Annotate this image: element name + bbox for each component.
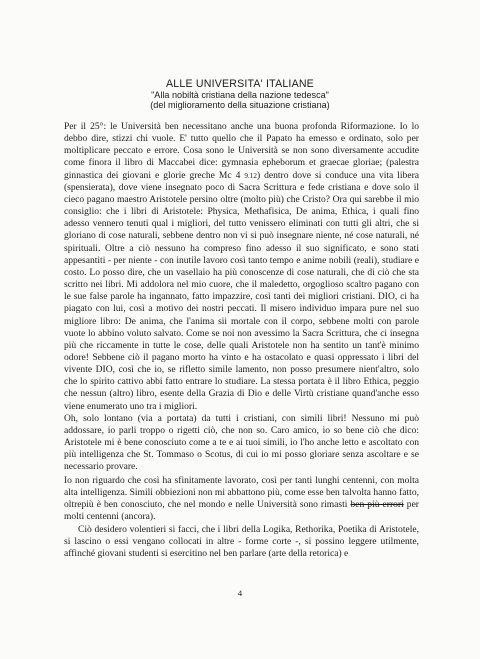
struck-text: ben più errori	[350, 498, 404, 510]
document-title: ALLE UNIVERSITA' ITALIANE	[166, 78, 314, 90]
document-body	[64, 121, 419, 561]
verse-reference: 9.12	[244, 171, 257, 180]
paragraph-1-text-a: Per il 25°: le Università ben necessitano anche una buona profonda Riformazione. Io lo debbo dire, stizzi chi vuole. E' tutto quello che il Papato ha emesso e ordinato, solo per moltiplicare peccato e errore. Cosa sono le Università se non sono diversamente accudite come finora il libro di Maccabei dice: gymnasia epheborum et graecae gloriae; (palestra ginnastica dei giovani e glorie greche Mc 4	[64, 121, 419, 181]
paragraph-4: Ciò desidero volentieri si facci, che i libri della Logika, Rethorika, Poetika di Aristotele, si lascino o essi vengano collocati in altre - forme corte -, si possino leggere utilmente, affinché giovani studenti si esercitino nel ben parlare (arte della retorica) e	[64, 524, 419, 560]
paragraph-2: Oh, solo lontano (via a portata) da tutti i cristiani, con simili libri! Nessuno mi può addossare, io parli troppo o rigetti ciò, che non so. Caro amico, io so bene ciò che dico: Aristotele mi è bene conosciuto come a te e ai tuoi simili, io l'ho anche letto e ascoltato con più intelligenza che St. Tommaso o Scotus, di cui io mi posso gloriare senza ascoltare e se necessario provare.	[64, 412, 419, 473]
document-header	[0, 78, 480, 111]
paragraph-1-text-b: ) dentro dove si conduce una vita libera (spensierata), dove viene insegnato poco di Sacra Scrittura e fede cristiana e dove solo il cieco pagano maestro Aristotele persino oltre (molto più) che Cristo? Ora qui sarebbe il mio consiglio: che i libri di Aristotele: Physica, Methafisica, De anima, Ethica, i quali fino adesso vennero tenuti qual i migliori, del tutto venissero eliminati con tutti gli altri, che si gloriano di cose naturali, sebbene dentro non vi si può insegnare niente, né cose naturali, né spirituali. Oltre a ciò nessuno ha compreso fino adesso il suo significato, e sono stati appesantiti - per niente - con inutile lavoro così tanto tempo e anime nobili (reali), studiare e costo. Lo posso dire, che un vasellaio ha più conoscenze di cose naturali, che di ciò che sta scritto nei libri. Mi addolora nel mio cuore, che il maledetto, orgoglioso scaltro pagano con le sue false parole ha ingannato, fatto impazzire, così tanti dei migliori cristiani. DIO, ci ha piagato con lui, così a motivo dei nostri peccati. Il misero individuo impara pure nel suo migliore libro: De anima, che l'anima sii mortale con il corpo, sebbene molti con parole vuote lo abbino voluto salvato. Come se noi non avessimo la Sacra Scrittura, che ci insegna più che riccamente in tutte le cose, delle quali Aristotele non ha sentito un tant'è minimo odore! Sebbene ciò il pagano morto ha vinto e ha ostacolato e quasi oppressato i libri del vivente DIO, così che io, se rifletto simile lamento, non posso presumere nient'altro, solo che lo spirito cattivo abbi fatto entrare lo studiare. La stessa portata è il libro Ethica, peggio che nessun (altro) libro, esente della Grazia di Dio e delle Virtù cristiane quand'anche esso viene enumerato uno tra i migliori.	[64, 169, 419, 412]
paragraph-3-text-a: Io non riguardo che così ha sfinitamente lavorato, così per tanti lunghi centenni, con molta alta intelligenza. Simili obbiezioni non mi abbattono più, come esse ben talvolta hanno fatto, oltrepiù è ben conosciuto, che nel mondo e nelle Università sono rimasti	[64, 474, 419, 510]
paragraph-3-text-b: per molti centenni (ancora).	[64, 498, 419, 522]
document-subtitle-note: (del miglioramento della situazione cristiana)	[150, 100, 330, 111]
page-number: 4	[237, 588, 243, 598]
paragraph-1	[64, 121, 419, 413]
document-subtitle: "Alla nobiltà cristiana della nazione tedesca"	[151, 90, 329, 100]
paragraph-3	[64, 475, 419, 524]
